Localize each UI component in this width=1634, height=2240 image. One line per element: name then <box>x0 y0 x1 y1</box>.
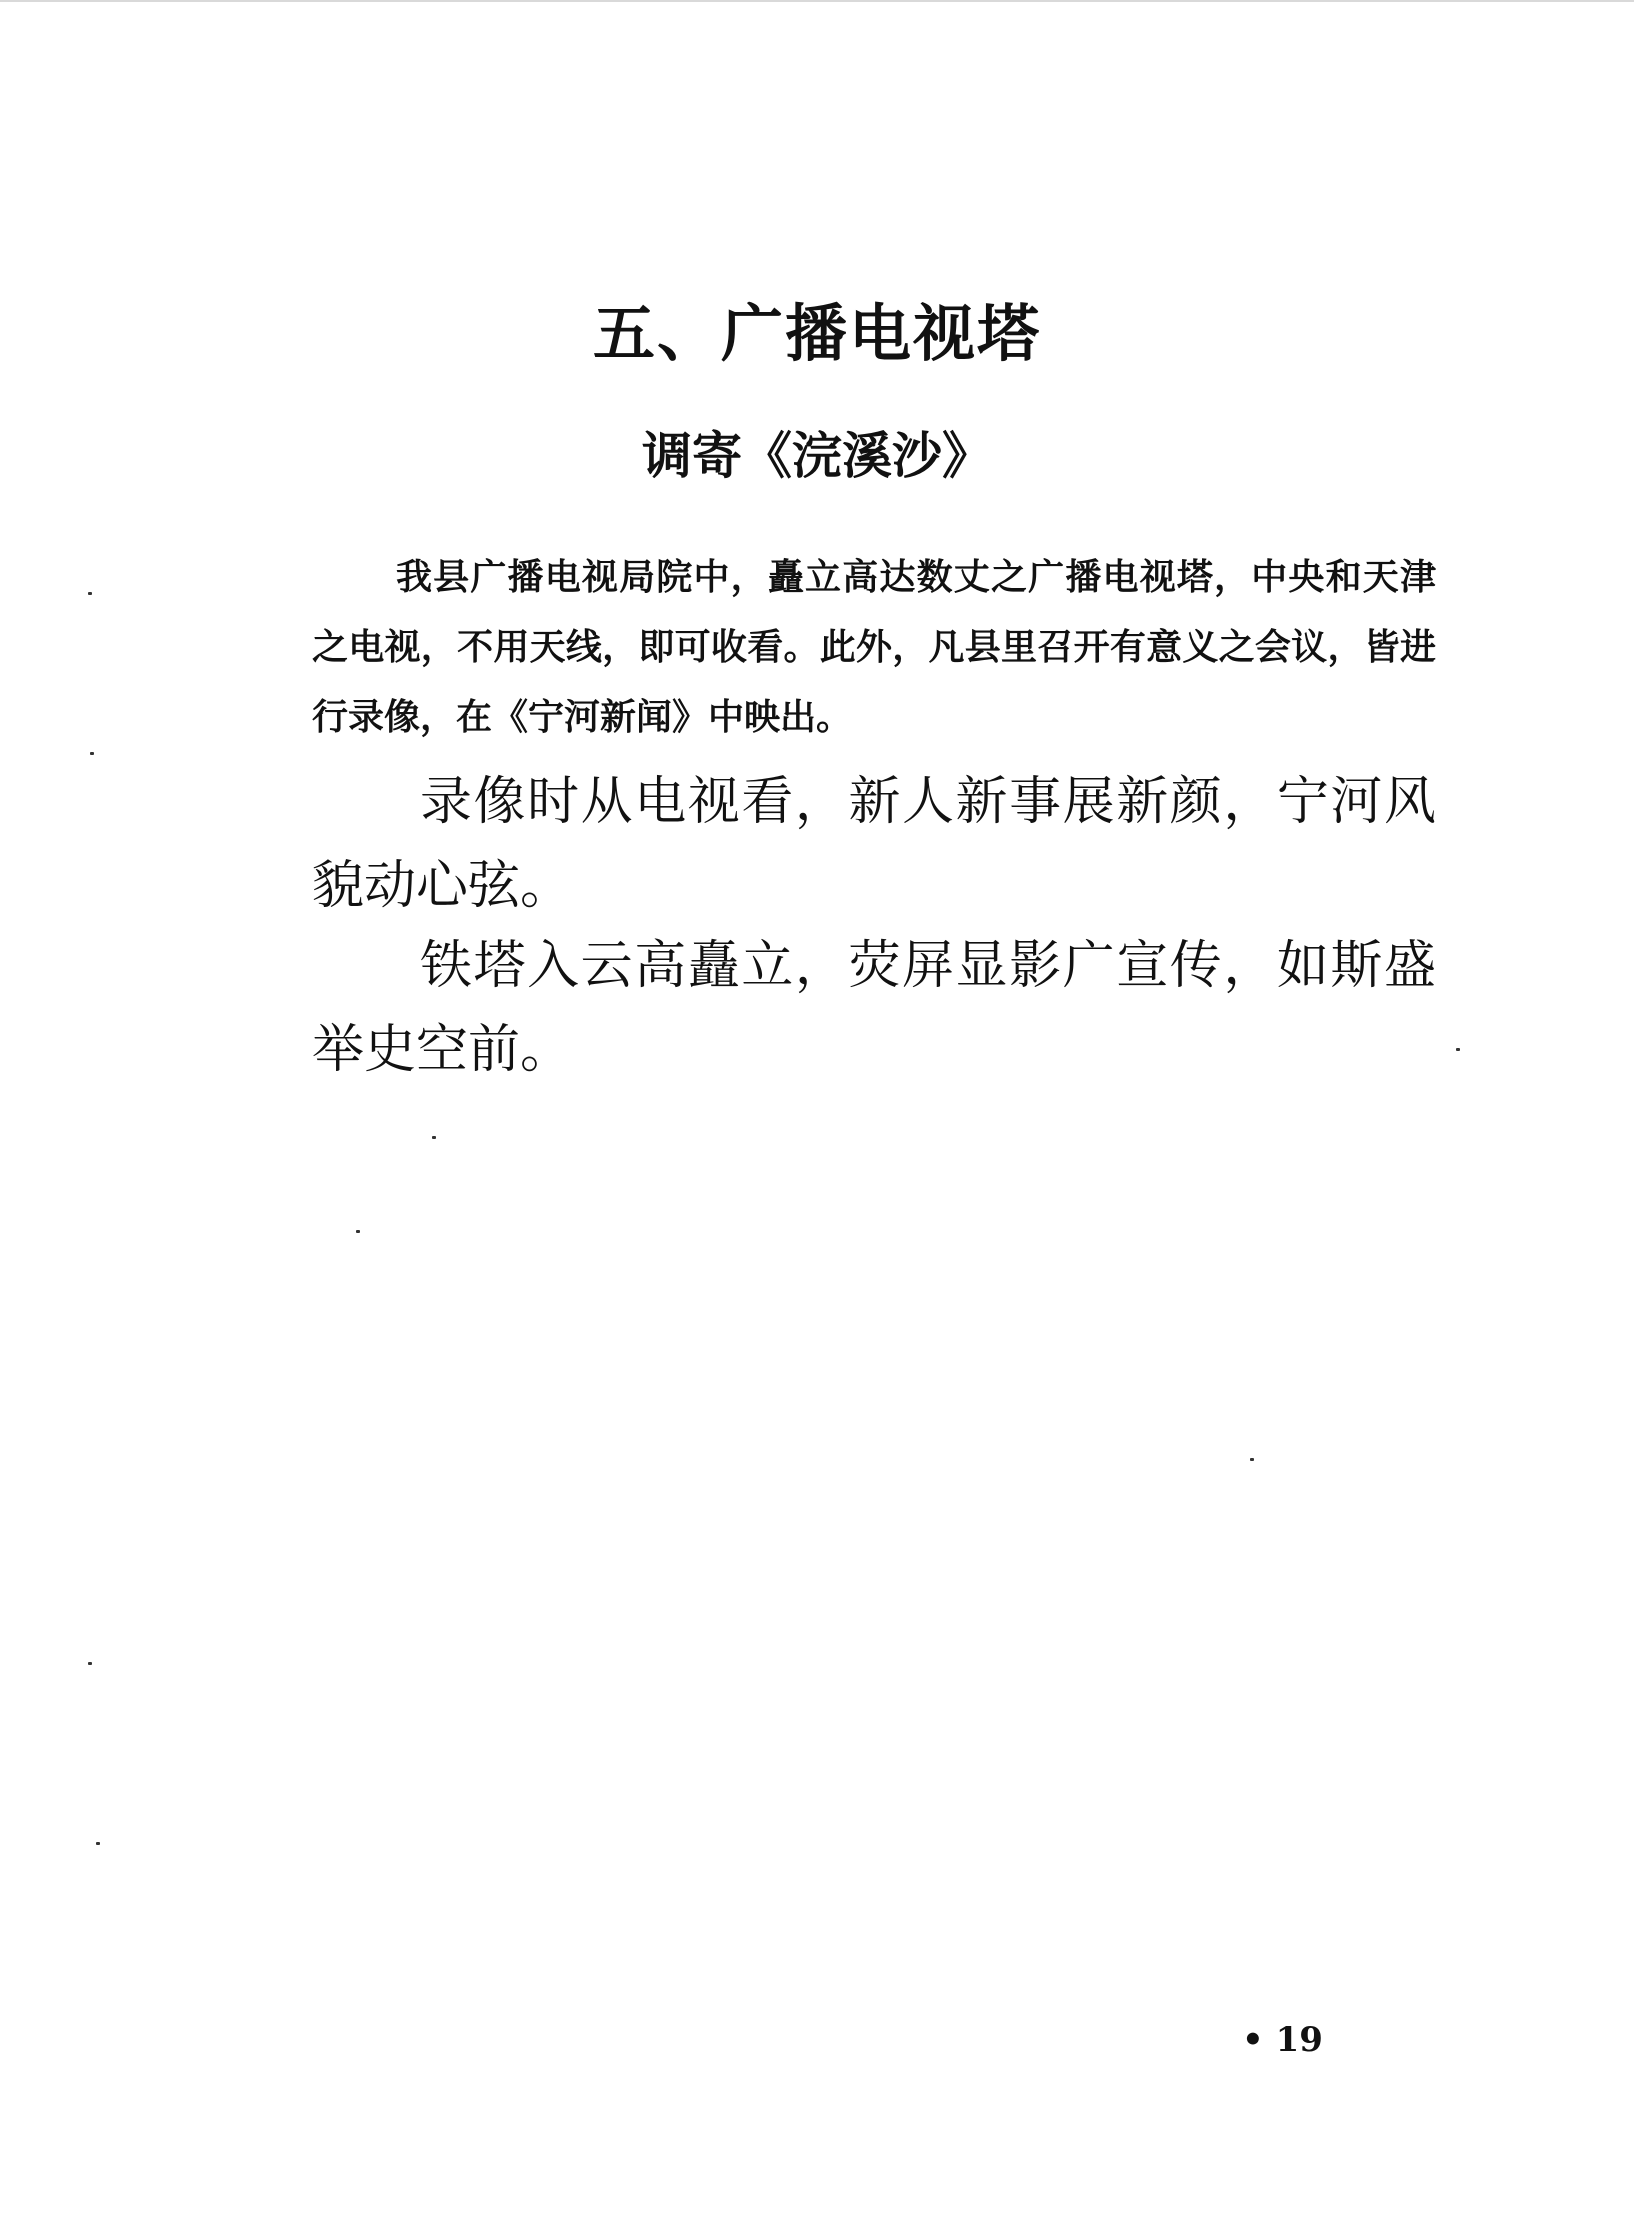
poem-stanza-2: 铁塔入云高矗立，荧屏显影广宣传，如斯盛举史空前。 <box>312 936 1436 1080</box>
scan-speck <box>1250 1458 1254 1461</box>
scan-speck <box>90 752 94 755</box>
page-number: • 19 <box>1242 2020 1323 2060</box>
scan-speck <box>88 592 92 595</box>
scan-speck <box>1456 1048 1460 1051</box>
scan-speck <box>432 1136 436 1139</box>
scan-speck <box>356 1230 360 1233</box>
poem-stanza-1: 录像时从电视看，新人新事展新颜，宁河风貌动心弦。 <box>312 772 1436 916</box>
poem-subtitle: 调寄《浣溪沙》 <box>642 426 992 485</box>
top-border-line <box>0 0 1634 2</box>
preface-paragraph: 我县广播电视局院中，矗立高达数丈之广播电视塔，中央和天津之电视，不用天线，即可收看。此外，凡县里召开有意义之会议，皆进行录像，在《宁河新闻》中映出。 <box>312 556 1436 738</box>
section-title: 五、广播电视塔 <box>592 297 1041 370</box>
scan-speck <box>88 1662 92 1665</box>
scan-speck <box>96 1842 100 1845</box>
